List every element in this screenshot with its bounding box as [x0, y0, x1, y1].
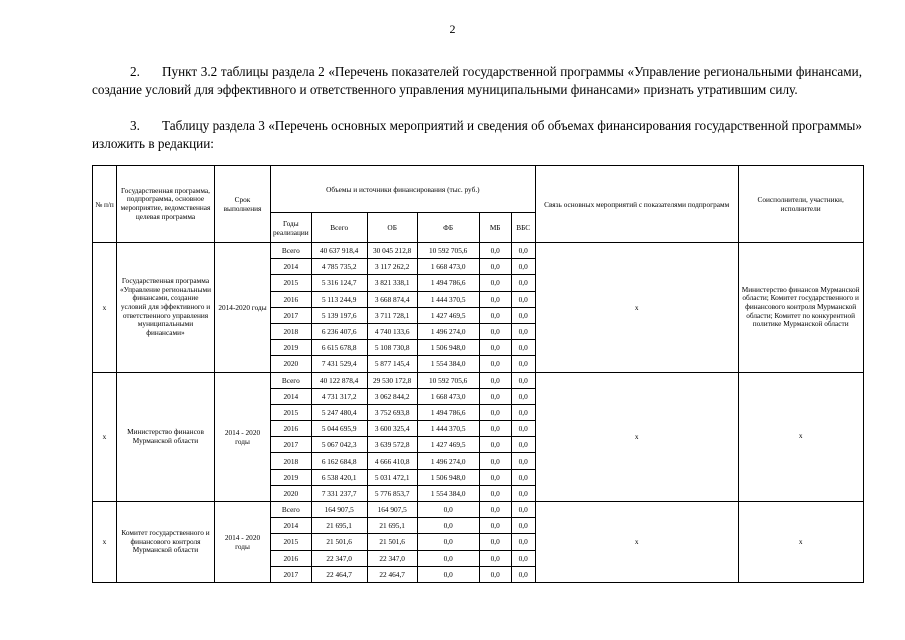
cell-year: 2020: [271, 356, 312, 372]
cell-ob: 29 530 172,8: [367, 372, 417, 388]
cell-ob: 3 821 338,1: [367, 275, 417, 291]
group-name: Комитет государственного и финансового контроля Мурманской области: [117, 502, 215, 583]
cell-fb: 1 494 786,6: [417, 275, 479, 291]
cell-vbs: 0,0: [511, 550, 535, 566]
cell-year: Всего: [271, 372, 312, 388]
cell-ob: 4 740 133,6: [367, 323, 417, 339]
paragraph-3: [92, 117, 862, 153]
cell-vbs: 0,0: [511, 534, 535, 550]
group-executors: Министерство финансов Мурманской области; Комитет государственного и финансового контроля Мурманской области; Комитет по конкурентной политике Мурманской области: [738, 243, 863, 373]
cell-ob: 5 877 145,4: [367, 356, 417, 372]
cell-fb: 1 496 274,0: [417, 323, 479, 339]
cell-year: 2017: [271, 307, 312, 323]
cell-total: 6 236 407,6: [311, 323, 367, 339]
cell-fb: 1 427 469,5: [417, 307, 479, 323]
cell-vbs: 0,0: [511, 453, 535, 469]
cell-ob: 22 347,0: [367, 550, 417, 566]
cell-mb: 0,0: [479, 502, 511, 518]
header-vbs: ВБС: [511, 213, 535, 243]
cell-total: 5 067 042,3: [311, 437, 367, 453]
cell-vbs: 0,0: [511, 421, 535, 437]
cell-vbs: 0,0: [511, 404, 535, 420]
cell-year: 2015: [271, 534, 312, 550]
cell-vbs: 0,0: [511, 388, 535, 404]
cell-vbs: 0,0: [511, 340, 535, 356]
cell-ob: 3 752 693,8: [367, 404, 417, 420]
cell-mb: 0,0: [479, 340, 511, 356]
cell-mb: 0,0: [479, 485, 511, 501]
cell-ob: 5 108 730,8: [367, 340, 417, 356]
cell-year: 2019: [271, 340, 312, 356]
cell-fb: 1 444 370,5: [417, 421, 479, 437]
table-row: [93, 372, 864, 388]
cell-ob: 3 668 874,4: [367, 291, 417, 307]
cell-total: 5 044 695,9: [311, 421, 367, 437]
cell-year: 2018: [271, 453, 312, 469]
cell-ob: 22 464,7: [367, 566, 417, 582]
cell-mb: 0,0: [479, 323, 511, 339]
cell-ob: 164 907,5: [367, 502, 417, 518]
cell-year: Всего: [271, 243, 312, 259]
group-link: х: [535, 372, 738, 502]
cell-total: 22 347,0: [311, 550, 367, 566]
cell-fb: 0,0: [417, 502, 479, 518]
cell-year: 2014: [271, 388, 312, 404]
table-row: [93, 502, 864, 518]
cell-total: 5 113 244,9: [311, 291, 367, 307]
cell-fb: 1 494 786,6: [417, 404, 479, 420]
cell-mb: 0,0: [479, 550, 511, 566]
cell-mb: 0,0: [479, 566, 511, 582]
cell-mb: 0,0: [479, 356, 511, 372]
cell-year: 2017: [271, 437, 312, 453]
header-years: Годы реализации: [271, 213, 312, 243]
group-name: Министерство финансов Мурманской области: [117, 372, 215, 502]
paragraph-text: Пункт 3.2 таблицы раздела 2 «Перечень показателей государственной программы «Управление региональными финансами, создание условий для эффективного и ответственного управления муниципальными финансами» признать утратившим силу.: [92, 64, 862, 97]
cell-total: 7 431 529,4: [311, 356, 367, 372]
paragraph-number: 3.: [130, 118, 140, 133]
cell-vbs: 0,0: [511, 243, 535, 259]
cell-ob: 5 776 853,7: [367, 485, 417, 501]
header-link: Связь основных мероприятий с показателями подпрограмм: [535, 166, 738, 243]
header-fb: ФБ: [417, 213, 479, 243]
cell-vbs: 0,0: [511, 291, 535, 307]
cell-mb: 0,0: [479, 372, 511, 388]
cell-mb: 0,0: [479, 259, 511, 275]
cell-total: 21 501,6: [311, 534, 367, 550]
cell-mb: 0,0: [479, 404, 511, 420]
page-number: 2: [449, 22, 456, 36]
cell-fb: 0,0: [417, 518, 479, 534]
cell-year: 2015: [271, 275, 312, 291]
cell-fb: 1 427 469,5: [417, 437, 479, 453]
cell-vbs: 0,0: [511, 518, 535, 534]
cell-ob: 30 045 212,8: [367, 243, 417, 259]
cell-total: 5 247 480,4: [311, 404, 367, 420]
paragraph-number: 2.: [130, 64, 140, 79]
cell-total: 4 785 735,2: [311, 259, 367, 275]
cell-total: 40 637 918,4: [311, 243, 367, 259]
cell-total: 6 615 678,8: [311, 340, 367, 356]
group-link: х: [535, 243, 738, 373]
cell-year: 2014: [271, 259, 312, 275]
cell-fb: 1 506 948,0: [417, 469, 479, 485]
group-link: х: [535, 502, 738, 583]
cell-vbs: 0,0: [511, 307, 535, 323]
cell-total: 21 695,1: [311, 518, 367, 534]
cell-total: 6 538 420,1: [311, 469, 367, 485]
cell-ob: 3 117 262,2: [367, 259, 417, 275]
cell-vbs: 0,0: [511, 323, 535, 339]
cell-vbs: 0,0: [511, 259, 535, 275]
cell-vbs: 0,0: [511, 566, 535, 582]
cell-total: 4 731 317,2: [311, 388, 367, 404]
group-executors: х: [738, 372, 863, 502]
cell-ob: 3 711 728,1: [367, 307, 417, 323]
header-term: Срок выполнения: [215, 166, 271, 243]
group-term: 2014 - 2020 годы: [215, 372, 271, 502]
group-executors: х: [738, 502, 863, 583]
cell-mb: 0,0: [479, 421, 511, 437]
cell-fb: 1 496 274,0: [417, 453, 479, 469]
table-row: [93, 243, 864, 259]
cell-ob: 4 666 410,8: [367, 453, 417, 469]
cell-total: 22 464,7: [311, 566, 367, 582]
cell-fb: 1 554 384,0: [417, 485, 479, 501]
header-mb: МБ: [479, 213, 511, 243]
cell-year: Всего: [271, 502, 312, 518]
cell-total: 5 316 124,7: [311, 275, 367, 291]
cell-year: 2016: [271, 421, 312, 437]
cell-mb: 0,0: [479, 291, 511, 307]
cell-year: 2018: [271, 323, 312, 339]
cell-ob: 3 062 844,2: [367, 388, 417, 404]
cell-mb: 0,0: [479, 243, 511, 259]
group-term: 2014-2020 годы: [215, 243, 271, 373]
cell-vbs: 0,0: [511, 485, 535, 501]
header-total: Всего: [311, 213, 367, 243]
cell-year: 2016: [271, 550, 312, 566]
cell-year: 2019: [271, 469, 312, 485]
group-num: х: [93, 502, 117, 583]
cell-year: 2015: [271, 404, 312, 420]
cell-mb: 0,0: [479, 307, 511, 323]
cell-vbs: 0,0: [511, 469, 535, 485]
group-num: х: [93, 372, 117, 502]
cell-fb: 1 444 370,5: [417, 291, 479, 307]
cell-ob: 21 501,6: [367, 534, 417, 550]
cell-vbs: 0,0: [511, 502, 535, 518]
header-executors: Соисполнители, участники, исполнители: [738, 166, 863, 243]
cell-total: 5 139 197,6: [311, 307, 367, 323]
header-funding: Объемы и источники финансирования (тыс. руб.): [271, 166, 536, 213]
cell-ob: 5 031 472,1: [367, 469, 417, 485]
cell-fb: 10 592 705,6: [417, 243, 479, 259]
cell-fb: 1 668 473,0: [417, 259, 479, 275]
cell-vbs: 0,0: [511, 372, 535, 388]
cell-total: 40 122 878,4: [311, 372, 367, 388]
cell-total: 6 162 684,8: [311, 453, 367, 469]
group-term: 2014 - 2020 годы: [215, 502, 271, 583]
paragraph-2: [92, 63, 862, 99]
cell-ob: 3 639 572,8: [367, 437, 417, 453]
header-program: Государственная программа, подпрограмма, основное мероприятие, ведомственная целевая программа: [117, 166, 215, 243]
cell-fb: 10 592 705,6: [417, 372, 479, 388]
cell-mb: 0,0: [479, 518, 511, 534]
cell-year: 2020: [271, 485, 312, 501]
cell-mb: 0,0: [479, 534, 511, 550]
cell-vbs: 0,0: [511, 356, 535, 372]
cell-vbs: 0,0: [511, 437, 535, 453]
header-ob: ОБ: [367, 213, 417, 243]
cell-fb: 0,0: [417, 550, 479, 566]
cell-total: 7 331 237,7: [311, 485, 367, 501]
group-name: Государственная программа «Управление региональными финансами, создание условий для эффективного и ответственного управления муниципальными финансами»: [117, 243, 215, 373]
cell-year: 2017: [271, 566, 312, 582]
cell-mb: 0,0: [479, 469, 511, 485]
cell-year: 2014: [271, 518, 312, 534]
cell-ob: 3 600 325,4: [367, 421, 417, 437]
cell-mb: 0,0: [479, 437, 511, 453]
paragraph-text: Таблицу раздела 3 «Перечень основных мероприятий и сведения об объемах финансирования государственной программы» изложить в редакции:: [92, 118, 862, 151]
cell-fb: 0,0: [417, 566, 479, 582]
cell-mb: 0,0: [479, 275, 511, 291]
cell-fb: 0,0: [417, 534, 479, 550]
cell-fb: 1 554 384,0: [417, 356, 479, 372]
cell-fb: 1 668 473,0: [417, 388, 479, 404]
cell-fb: 1 506 948,0: [417, 340, 479, 356]
cell-year: 2016: [271, 291, 312, 307]
cell-total: 164 907,5: [311, 502, 367, 518]
cell-ob: 21 695,1: [367, 518, 417, 534]
cell-vbs: 0,0: [511, 275, 535, 291]
cell-mb: 0,0: [479, 453, 511, 469]
group-num: х: [93, 243, 117, 373]
header-num: № п/п: [93, 166, 117, 243]
funding-table: [92, 165, 864, 583]
cell-mb: 0,0: [479, 388, 511, 404]
